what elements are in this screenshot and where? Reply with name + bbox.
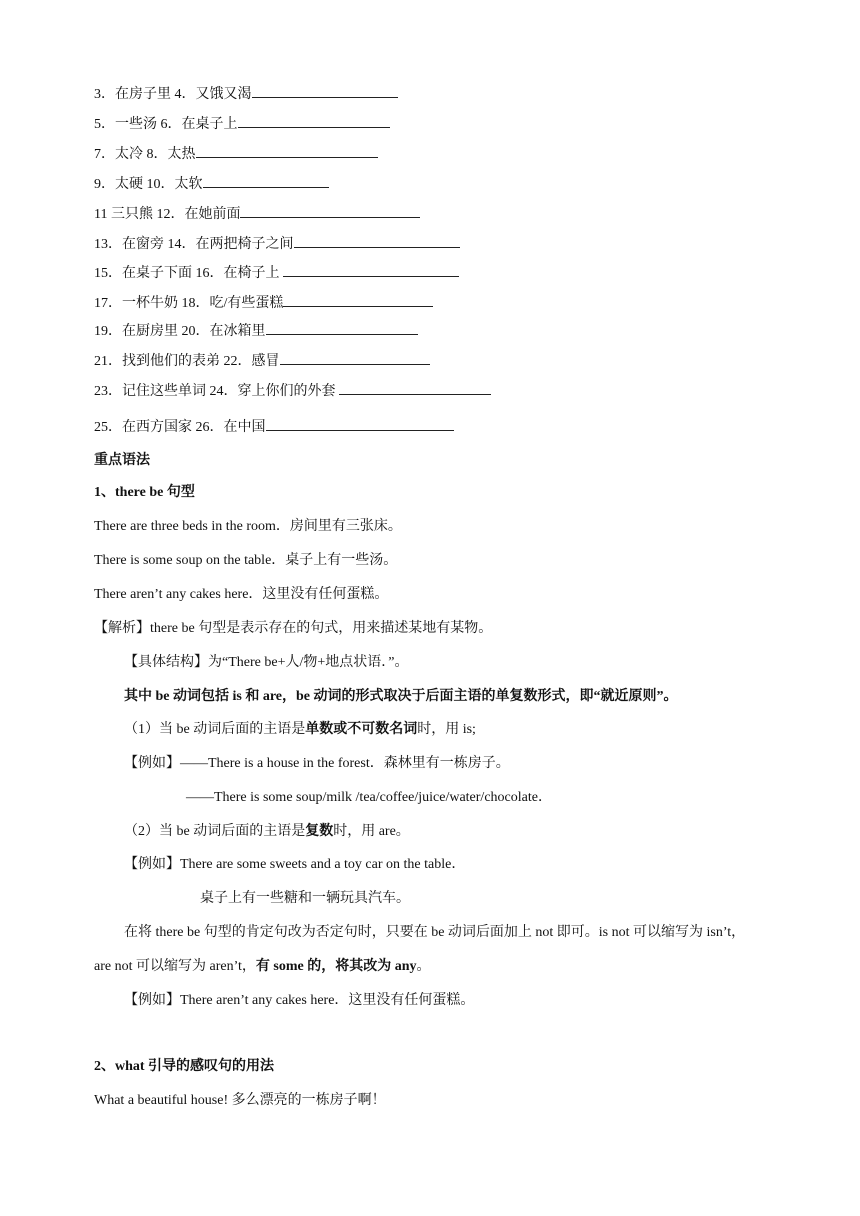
negation-text: are not 可以缩写为 aren’t，有 some 的，将其改为 any。 — [94, 959, 431, 974]
example-sentence: ——There is some soup/milk /tea/coffee/juice/water/chocolate． — [186, 790, 552, 805]
case-2-text: （2）当 be 动词后面的主语是复数时，用 are。 — [124, 824, 410, 839]
answer-blank[interactable] — [266, 320, 418, 335]
answer-blank[interactable] — [252, 83, 398, 98]
phrase-line: 15．在桌子下面 16．在椅子上 — [94, 262, 459, 284]
phrase-line: 3．在房子里 4．又饿又渴 — [94, 83, 398, 105]
example-sentence: 【例如】There aren’t any cakes here．这里没有任何蛋糕。 — [124, 993, 475, 1008]
phrase-line: 25．在西方国家 26．在中国 — [94, 416, 454, 438]
example-sentence: There is some soup on the table．桌子上有一些汤。 — [94, 553, 398, 568]
answer-blank[interactable] — [339, 380, 491, 395]
phrase-line: 7．太冷 8．太热 — [94, 143, 378, 165]
negation-text: 在将 there be 句型的肯定句改为否定句时，只要在 be 动词后面加上 not 即可。is not 可以缩写为 isn’t， — [124, 925, 746, 940]
section-title: 重点语法 — [94, 453, 150, 468]
answer-blank[interactable] — [203, 173, 329, 188]
phrase-line: 11 三只熊 12．在她前面 — [94, 203, 420, 225]
answer-blank[interactable] — [294, 233, 460, 248]
answer-blank[interactable] — [266, 416, 454, 431]
grammar-heading-1: 1、there be 句型 — [94, 485, 195, 500]
phrase-line: 17．一杯牛奶 18．吃/有些蛋糕 — [94, 292, 433, 314]
analysis-text: 【解析】there be 句型是表示存在的句式，用来描述某地有某物。 — [94, 621, 493, 636]
grammar-heading-2: 2、what 引导的感叹句的用法 — [94, 1059, 275, 1074]
answer-blank[interactable] — [283, 262, 459, 277]
phrase-line: 19．在厨房里 20．在冰箱里 — [94, 320, 418, 342]
case-1-text: （1）当 be 动词后面的主语是单数或不可数名词时，用 is; — [124, 722, 476, 737]
example-sentence: There are three beds in the room．房间里有三张床。 — [94, 519, 402, 534]
structure-text: 【具体结构】为“There be+人/物+地点状语．”。 — [124, 655, 409, 670]
phrase-line: 23．记住这些单词 24．穿上你们的外套 — [94, 380, 491, 402]
answer-blank[interactable] — [283, 292, 433, 307]
example-sentence: What a beautiful house! 多么漂亮的一栋房子啊！ — [94, 1093, 386, 1108]
rule-text: 其中 be 动词包括 is 和 are，be 动词的形式取决于后面主语的单复数形式，即“就近原则”。 — [124, 689, 678, 704]
answer-blank[interactable] — [196, 143, 378, 158]
example-sentence: 【例如】——There is a house in the forest．森林里有一栋房子。 — [124, 756, 510, 771]
answer-blank[interactable] — [238, 113, 390, 128]
answer-blank[interactable] — [240, 203, 420, 218]
example-translation: 桌子上有一些糖和一辆玩具汽车。 — [200, 891, 410, 906]
phrase-line: 13．在窗旁 14．在两把椅子之间 — [94, 233, 460, 255]
phrase-line: 5．一些汤 6．在桌子上 — [94, 113, 390, 135]
example-sentence: There aren’t any cakes here．这里没有任何蛋糕。 — [94, 587, 389, 602]
answer-blank[interactable] — [280, 350, 430, 365]
example-sentence: 【例如】There are some sweets and a toy car on the table． — [124, 857, 466, 872]
phrase-line: 21．找到他们的表弟 22．感冒 — [94, 350, 430, 372]
phrase-line: 9．太硬 10．太软 — [94, 173, 329, 195]
